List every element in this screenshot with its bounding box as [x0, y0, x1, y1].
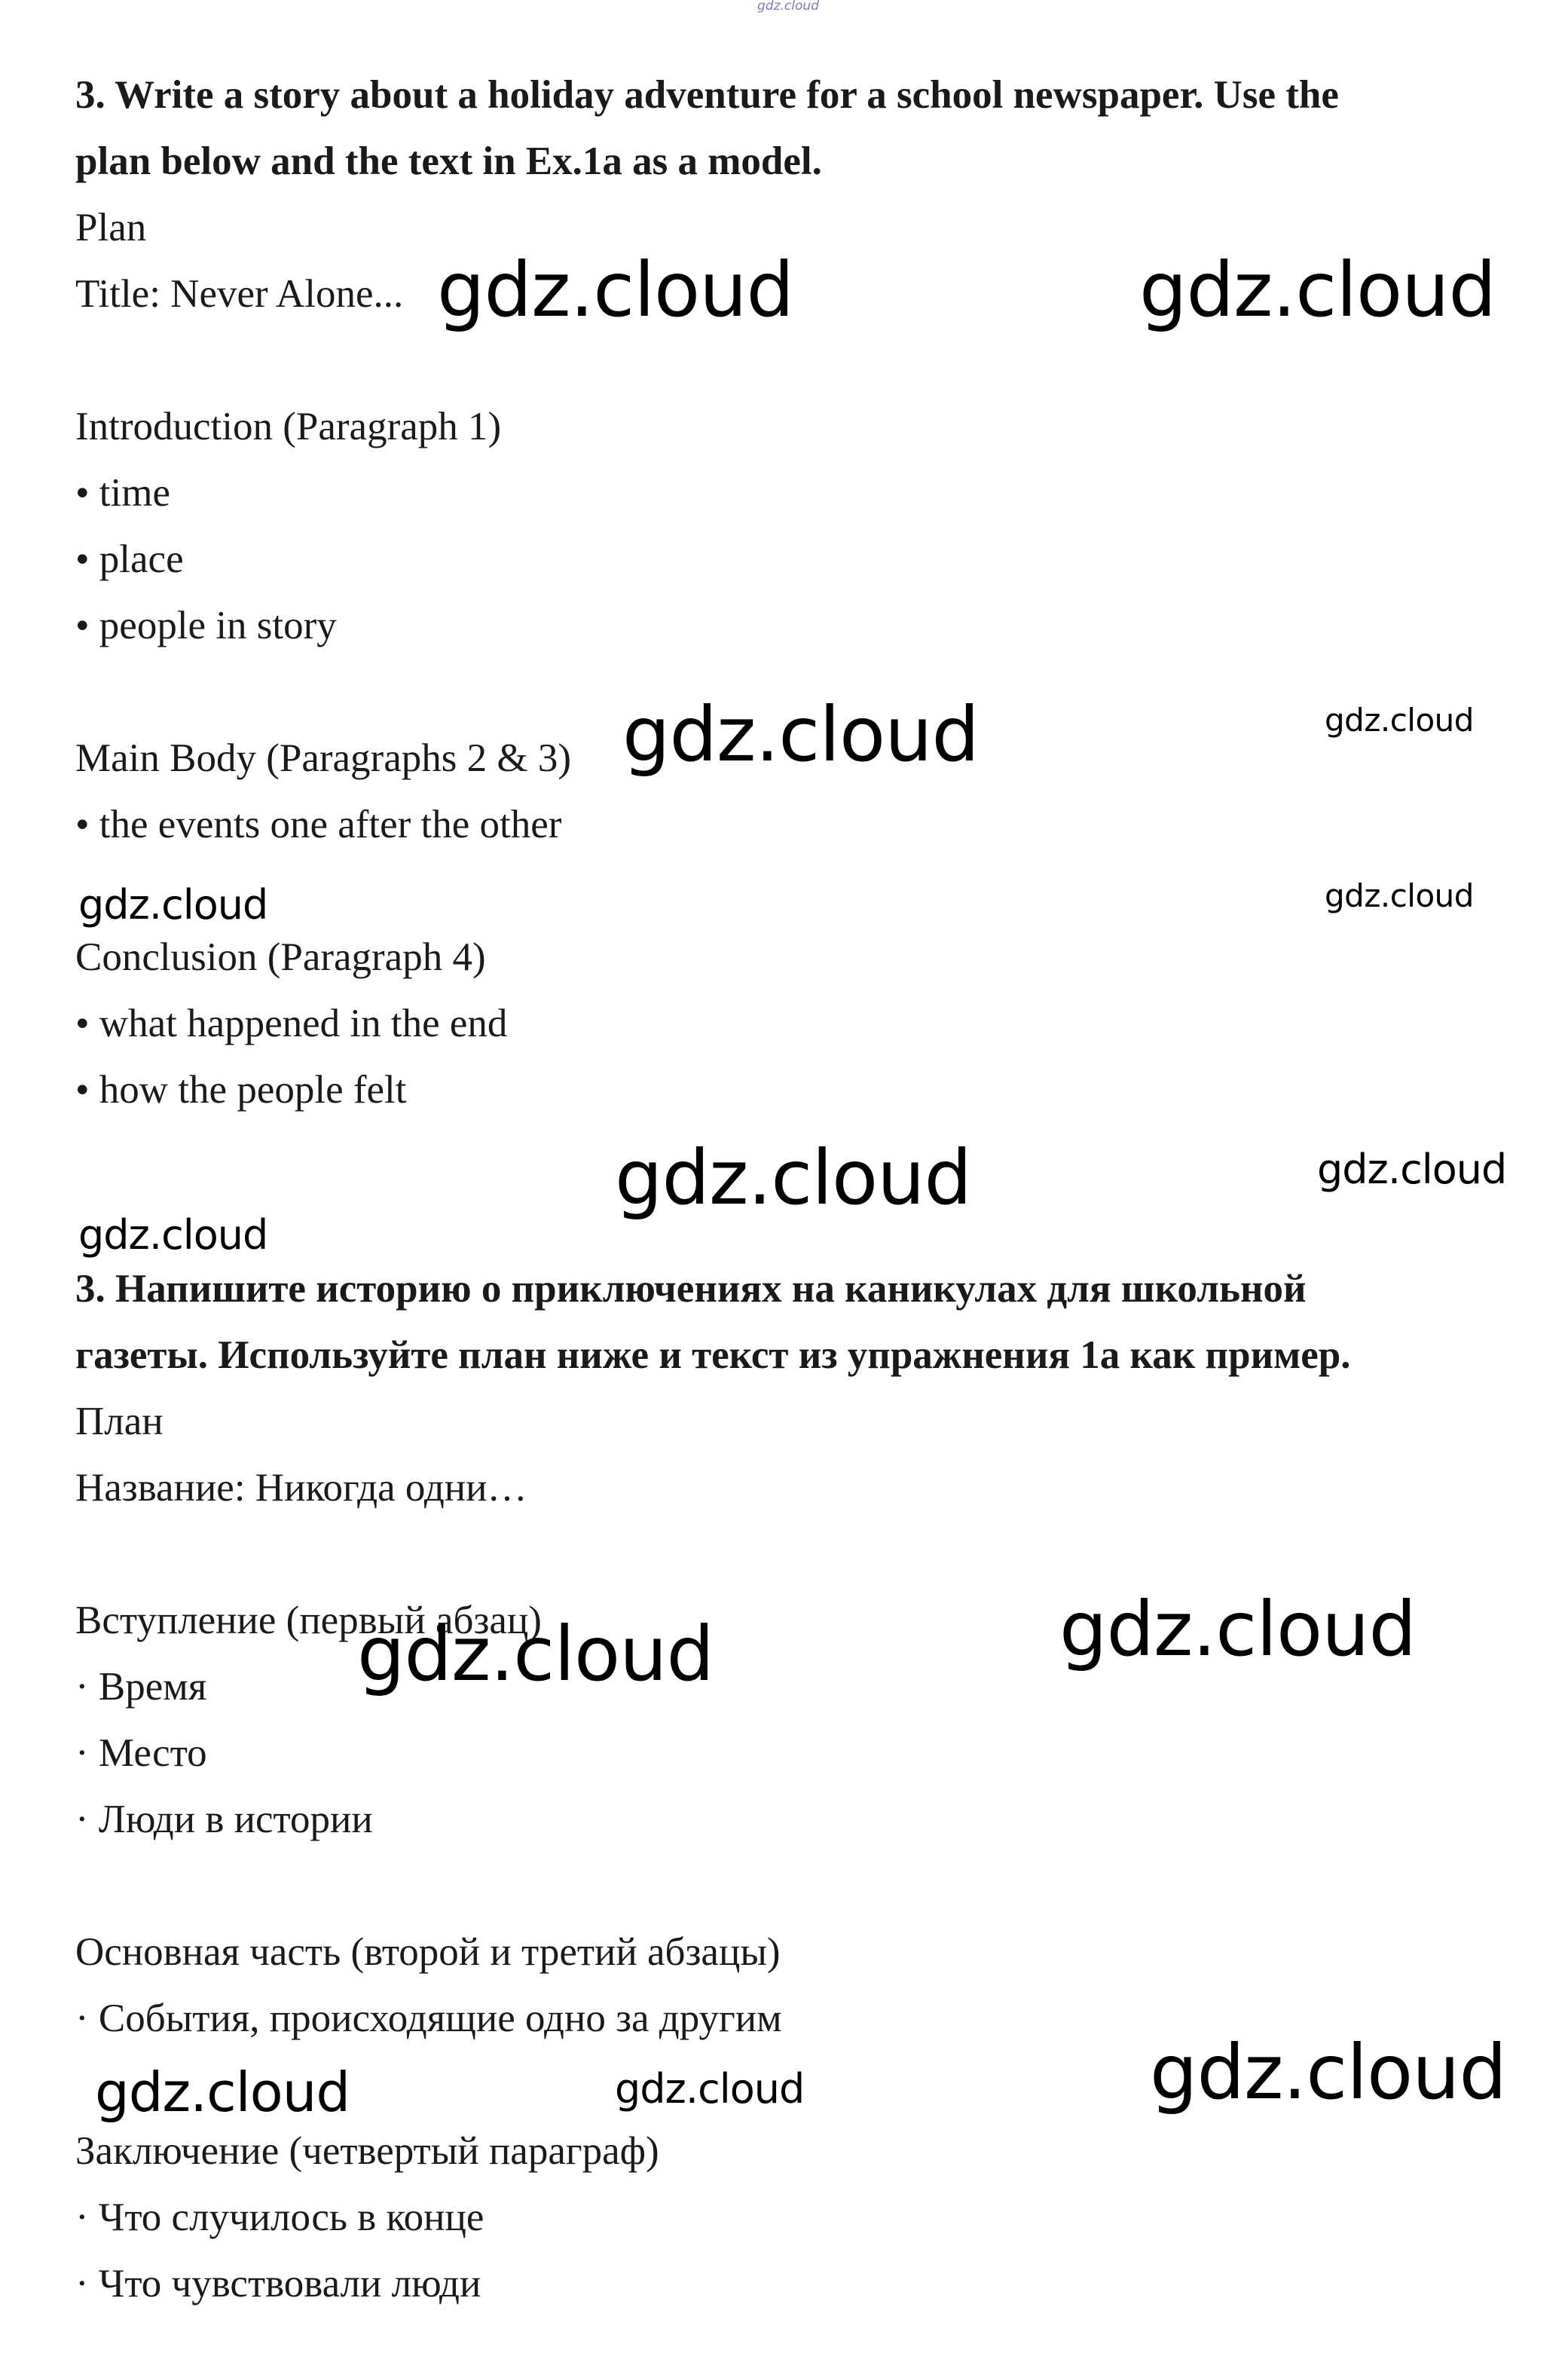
- intro-item-en: • place: [75, 537, 184, 581]
- body-heading-ru: Основная часть (второй и третий абзацы): [75, 1930, 781, 1974]
- intro-item-ru: · Время: [75, 1665, 207, 1709]
- watermark: gdz.cloud: [1325, 877, 1474, 914]
- watermark: gdz.cloud: [95, 2061, 350, 2124]
- watermark: gdz.cloud: [437, 246, 794, 334]
- spacer: [75, 858, 1507, 929]
- conclusion-item-ru: · Что случилось в конце: [75, 2195, 484, 2239]
- body-item-ru: · События, происходящие одно за другим: [75, 1997, 782, 2040]
- intro-item-en: • people in story: [75, 604, 337, 647]
- watermark: gdz.cloud: [622, 690, 980, 779]
- task-heading-en-line1: 3. Write a story about a holiday adventure for a school newspaper. Use the: [75, 73, 1339, 117]
- spacer: [75, 327, 1507, 393]
- story-title-ru: Название: Никогда одни…: [75, 1466, 527, 1510]
- watermark: gdz.cloud: [1317, 1146, 1507, 1193]
- conclusion-item-en: • what happened in the end: [75, 1002, 508, 1045]
- conclusion-heading-ru: Заключение (четвертый параграф): [75, 2129, 659, 2173]
- task-heading-ru-line2: газеты. Используйте план ниже и текст из упражнения 1а как пример.: [75, 1333, 1351, 1377]
- watermark: gdz.cloud: [78, 1211, 268, 1259]
- intro-item-ru: · Место: [75, 1731, 207, 1775]
- plan-label-ru: План: [75, 1400, 164, 1443]
- story-title-en: Title: Never Alone...: [75, 272, 404, 316]
- intro-heading-en: Introduction (Paragraph 1): [75, 405, 502, 448]
- body-heading-en: Main Body (Paragraphs 2 & 3): [75, 736, 571, 780]
- watermark: gdz.cloud: [1325, 702, 1474, 739]
- task-heading-en-line2: plan below and the text in Ex.1a as a model.: [75, 139, 822, 183]
- spacer: [75, 1521, 1507, 1587]
- plan-label-en: Plan: [75, 206, 147, 249]
- task-heading-ru-line1: 3. Напишите историю о приключениях на каникулах для школьной: [75, 1267, 1307, 1311]
- intro-item-en: • time: [75, 471, 171, 515]
- conclusion-heading-en: Conclusion (Paragraph 4): [75, 935, 486, 979]
- watermark: gdz.cloud: [1150, 2028, 1507, 2116]
- conclusion-item-en: • how the people felt: [75, 1068, 407, 1112]
- watermark: gdz.cloud: [1139, 246, 1496, 334]
- watermark: gdz.cloud: [615, 2065, 805, 2113]
- watermark: gdz.cloud: [357, 1610, 714, 1698]
- body-item-en: • the events one after the other: [75, 803, 562, 846]
- watermark: gdz.cloud: [78, 881, 268, 929]
- spacer: [75, 1853, 1507, 1919]
- header-watermark: gdz.cloud: [757, 0, 819, 14]
- intro-item-ru: · Люди в истории: [75, 1798, 373, 1841]
- watermark: gdz.cloud: [615, 1134, 972, 1222]
- conclusion-item-ru: · Что чувствовали люди: [75, 2262, 481, 2306]
- watermark: gdz.cloud: [1059, 1585, 1417, 1673]
- intro-heading-ru: Вступление (первый абзац): [75, 1599, 542, 1642]
